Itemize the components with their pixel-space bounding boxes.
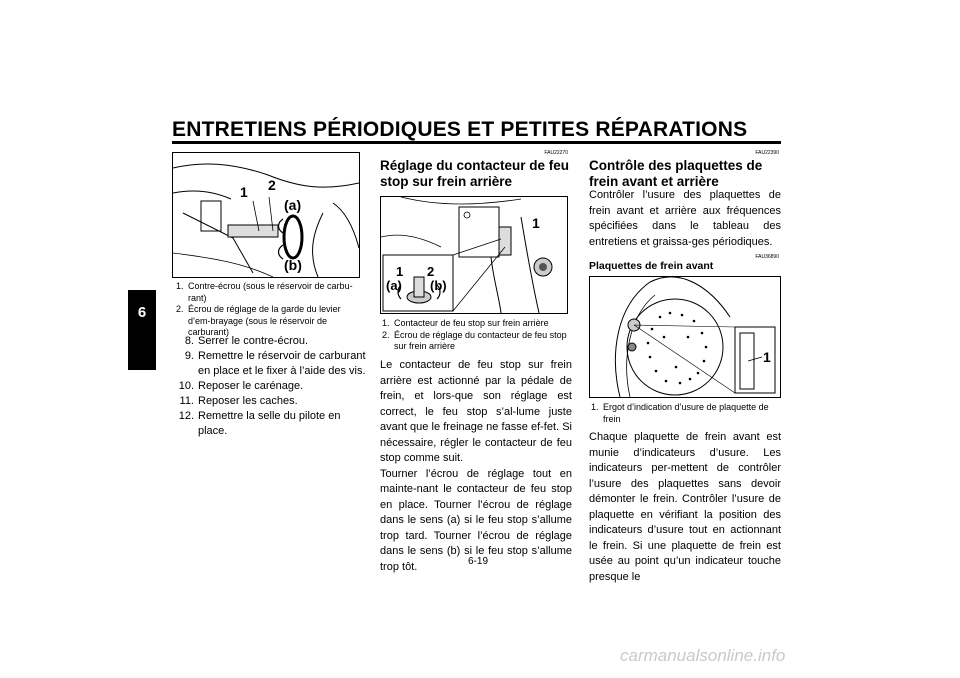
brake-pad-body: Chaque plaquette de frein avant est munie d’indicateurs d’usure. Les indicateurs per-mettent de contrôler l’usure des plaquettes sans devoir démonter le frein. Contrôler l’usure de plaquette en vérifiant la position des indicateurs d’usure tout en actionnant le frein. Si une plaquette de frein est usée au point qu’un indicateur touche presque le: [589, 431, 781, 583]
brake-switch-captions: 1. Contacteur de feu stop sur frein arrière 2. Écrou de réglage du contacteur de feu stop sur frein arrière: [382, 318, 570, 353]
callout-1: 1: [532, 215, 540, 231]
brake-switch-callouts: [380, 196, 566, 312]
brake-pad-captions: 1. Ergot d’indication d’usure de plaquette de frein: [591, 402, 781, 425]
list-item: 8. Serrer le contre-écrou.: [184, 335, 309, 347]
clutch-figure-callouts: [172, 152, 358, 276]
list-item: 9. Remettre le réservoir de carburant en place et le fixer à l’aide des vis.: [184, 350, 366, 377]
callout-a: (a): [386, 278, 402, 293]
section-title: Contrôle des plaquettes de frein avant et arrière: [589, 158, 763, 189]
caption-text: Ergot d’indication d’usure de plaquette de frein: [603, 402, 769, 424]
page-number: 6-19: [468, 556, 489, 567]
section-code: FAU22270: [544, 150, 568, 156]
subsection-code: FAU36890: [755, 254, 779, 260]
procedure-steps: [170, 334, 370, 439]
list-item: 12. Remettre la selle du pilote en place.: [178, 410, 341, 437]
section-title: Réglage du contacteur de feu stop sur frein arrière: [380, 158, 570, 189]
callout-a: (a): [284, 197, 302, 213]
clutch-figure-captions: 1. Contre-écrou (sous le réservoir de carbu-rant) 2. Écrou de réglage de la garde du levier d’em-brayage (sous le réservoir de carburant): [176, 281, 362, 339]
section-code: FAU22390: [755, 150, 779, 156]
inset-callout-1: 1: [396, 264, 404, 279]
list-item: 10. Reposer le carénage.: [178, 380, 304, 392]
brake-pad-callouts: [589, 276, 779, 396]
inset-callout-2: 2: [427, 264, 435, 279]
caption-text: Contacteur de feu stop sur frein arrière: [394, 318, 549, 328]
caption-text: Écrou de réglage du contacteur de feu stop sur frein arrière: [394, 329, 567, 351]
chapter-number: 6: [137, 304, 147, 321]
callout-1: 1: [763, 349, 771, 365]
caption-text: Contre-écrou (sous le réservoir de carbu-rant): [188, 281, 353, 303]
brake-switch-body: Le contacteur de feu stop sur frein arrière est actionné par la pédale de frein, et lors-que son réglage est correct, le feu stop s’al-lume juste avant que le freinage ne fasse ef-fet. Si nécessaire, régler le contacteur de feu stop comme suit. Tourner l’écrou de réglage tout en mainte-nant le contacteur de feu stop en place. Tourner l’écrou de réglage dans le sens (a) si le feu stop s’allume trop tard. Tourner l’écrou de réglage dans le sens (b) si le feu stop s’allume trop tôt.: [380, 359, 572, 573]
subsection-title: Plaquettes de frein avant: [589, 260, 714, 272]
callout-b: (b): [430, 278, 447, 293]
footer-watermark: carmanualsonline.info: [620, 646, 786, 665]
callout-2: 2: [268, 177, 276, 193]
page-header-title: ENTRETIENS PÉRIODIQUES ET PETITES RÉPARATIONS: [172, 118, 748, 141]
brake-pad-intro: Contrôler l’usure des plaquettes de frein avant et arrière aux fréquences spécifiées dans le tableau des entretiens et graissa-ges périodiques.: [589, 189, 781, 248]
header-rule: [172, 141, 781, 144]
list-item: 11. Reposer les caches.: [179, 395, 298, 407]
callout-b: (b): [284, 257, 302, 273]
chapter-tab: [128, 290, 156, 370]
callout-1: 1: [240, 184, 248, 200]
caption-text: Écrou de réglage de la garde du levier d’em-brayage (sous le réservoir de carburant): [188, 304, 341, 337]
